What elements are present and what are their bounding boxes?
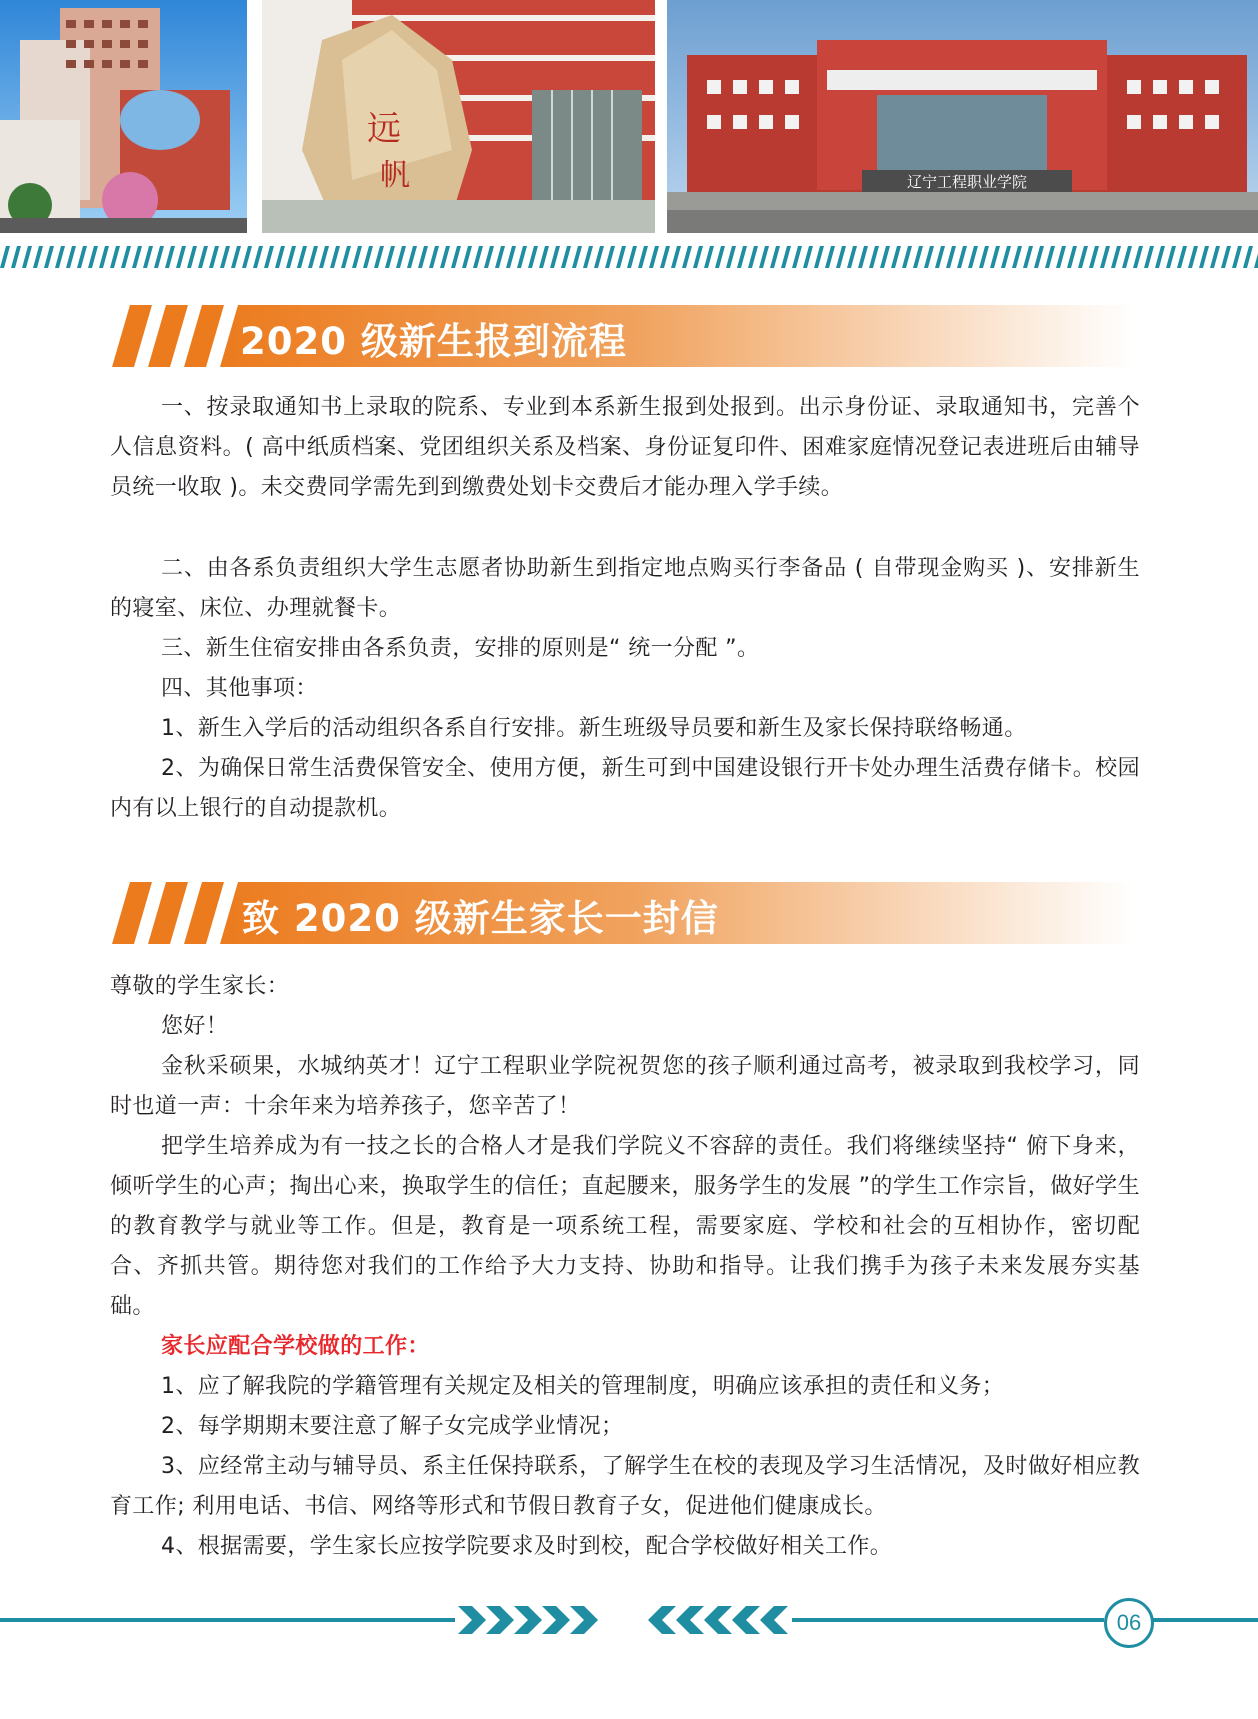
svg-text:远: 远 — [367, 109, 401, 149]
letter-subheading: 家长应配合学校做的工作： — [161, 1334, 430, 1359]
photo-stone-monument — [262, 0, 655, 233]
section-title: 2020 级新生报到流程 — [240, 320, 627, 363]
registration-step-1: 一、按录取通知书上录取的院系、专业到本系新生报到处报到。出示身份证、录取通知书，完善个人信息资料。( 高中纸质档案、党团组织关系及档案、身份证复印件、困难家庭情况登记表进班后由辅导员统一收取 )。未交费同学需先到到缴费处划卡交费后才能办理入学手续。 — [110, 395, 1140, 500]
parent-duty-1: 1、应了解我院的学籍管理有关规定及相关的管理制度，明确应该承担的责任和义务； — [161, 1374, 1005, 1399]
registration-step-2: 二、由各系负责组织大学生志愿者协助新生到指定地点购买行李备品 ( 自带现金购买 )、安排新生的寝室、床位、办理就餐卡。 — [110, 556, 1140, 621]
svg-text:帆: 帆 — [380, 158, 410, 193]
letter-greeting: 尊敬的学生家长： — [110, 974, 290, 999]
section-banner-parent-letter — [112, 882, 1134, 944]
parent-duty-4: 4、根据需要，学生家长应按学院要求及时到校，配合学校做好相关工作。 — [161, 1534, 893, 1559]
section-title: 致 2020 级新生家长一封信 — [242, 897, 719, 940]
registration-note-2: 2、为确保日常生活费保管安全、使用方便，新生可到中国建设银行开卡处办理生活费存储卡。校园内有以上银行的自动提款机。 — [110, 756, 1140, 821]
footer-decoration — [0, 1595, 1258, 1645]
photo-campus-gate — [667, 0, 1258, 233]
letter-paragraph-2: 把学生培养成为有一技之长的合格人才是我们学院义不容辞的责任。我们将继续坚持“ 俯下身来，倾听学生的心声；掏出心来，换取学生的信任；直起腰来，服务学生的发展 ”的学生工作宗旨，做好学生的教育教学与就业等工作。但是，教育是一项系统工程，需要家庭、学校和社会的互相协作，密切配合、齐抓共管。期待您对我们的工作给予大力支持、协助和指导。让我们携手为孩子未来发展夯实基础。 — [110, 1134, 1140, 1319]
registration-step-4: 四、其他事项： — [161, 676, 318, 701]
page-number: 06 — [1104, 1598, 1154, 1648]
decorative-stripe — [0, 246, 1258, 268]
section-banner-registration — [112, 305, 1134, 367]
gate-sign-text: 辽宁工程职业学院 — [906, 173, 1028, 191]
letter-hello: 您好！ — [161, 1014, 229, 1039]
letter-paragraph-1: 金秋采硕果，水城纳英才！辽宁工程职业学院祝贺您的孩子顺利通过高考，被录取到我校学习，同时也道一声：十余年来为培养孩子，您辛苦了！ — [110, 1054, 1140, 1119]
parent-duty-2: 2、每学期期末要注意了解子女完成学业情况； — [161, 1414, 624, 1439]
photo-building-left — [0, 0, 247, 233]
registration-step-3: 三、新生住宿安排由各系负责，安排的原则是“ 统一分配 ”。 — [161, 636, 760, 661]
parent-duty-3: 3、应经常主动与辅导员、系主任保持联系，了解学生在校的表现及学习生活情况，及时做好相应教育工作; 利用电话、书信、网络等形式和节假日教育子女，促进他们健康成长。 — [110, 1454, 1140, 1519]
registration-note-1: 1、新生入学后的活动组织各系自行安排。新生班级导员要和新生及家长保持联络畅通。 — [161, 716, 1027, 741]
